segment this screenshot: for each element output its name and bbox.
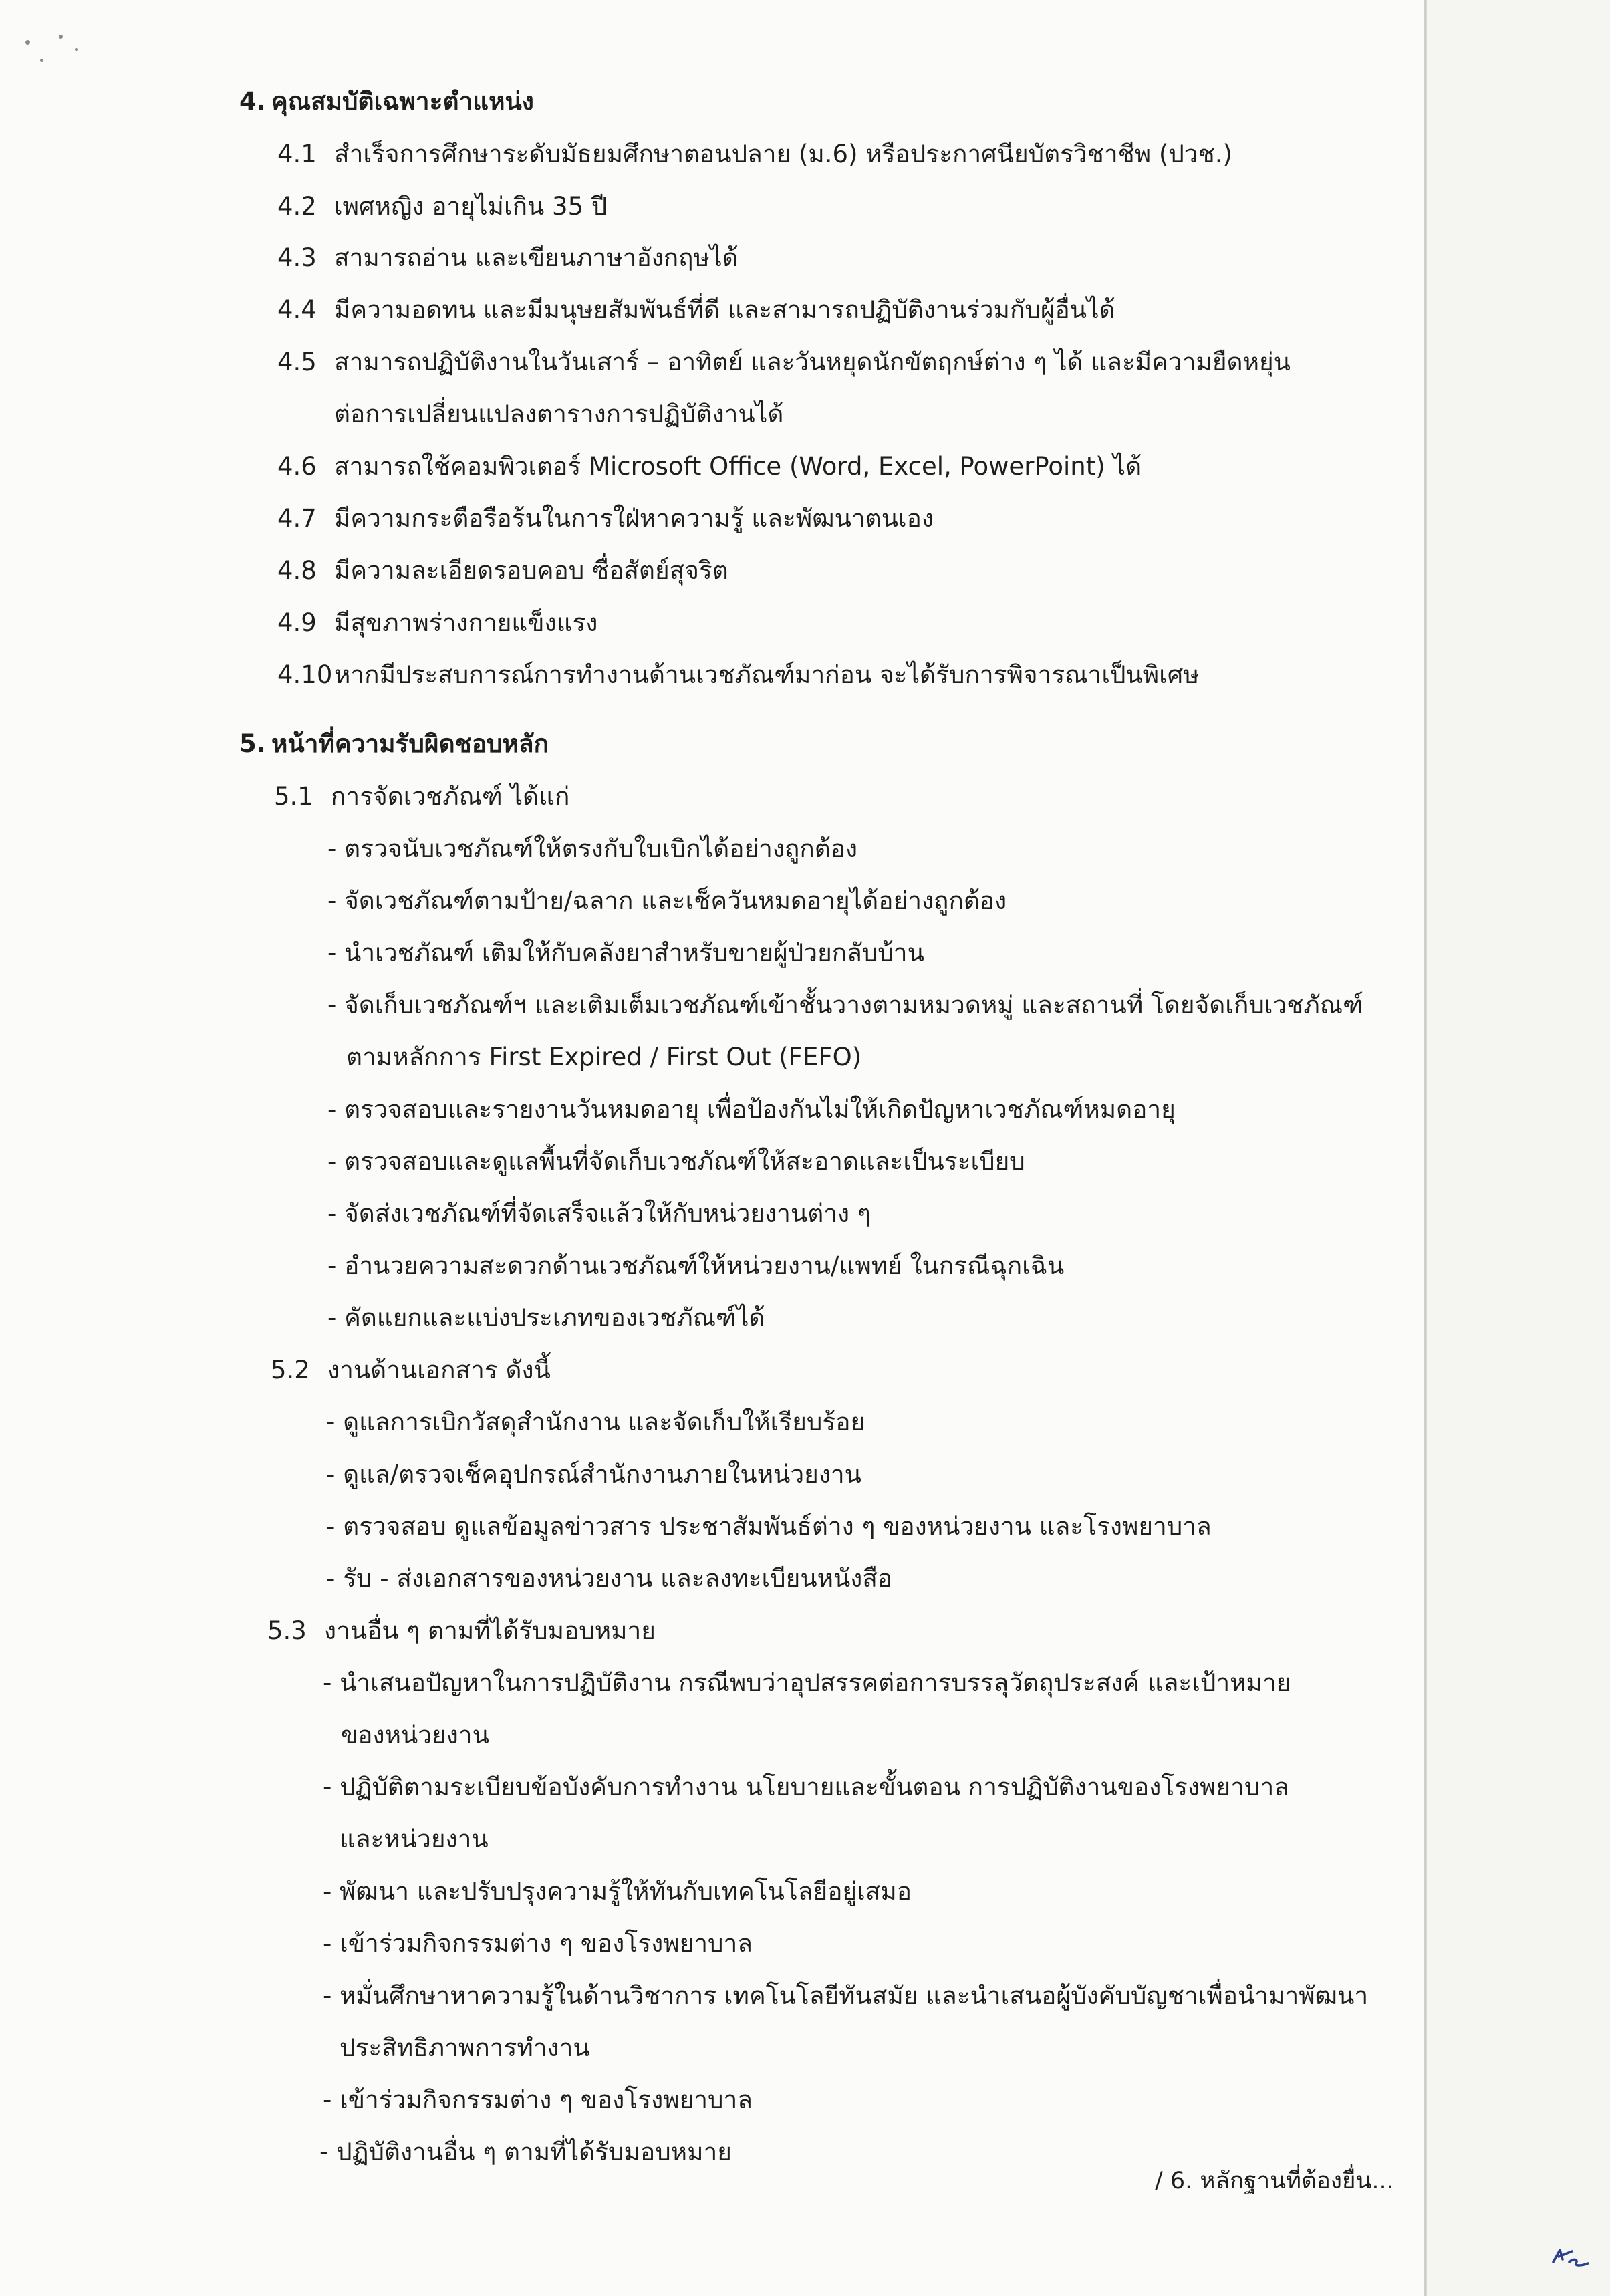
qualification-item-continuation: ต่อการเปลี่ยนแปลงตารางการปฏิบัติงานได้ xyxy=(334,400,784,428)
duty-item: - จัดเก็บเวชภัณฑ์ฯ และเติมเต็มเวชภัณฑ์เข้าชั้นวางตามหมวดหมู่ และสถานที่ โดยจัดเก็บเวชภัณฑ์ xyxy=(327,991,1363,1019)
qualification-item: 4.10หากมีประสบการณ์การทำงานด้านเวชภัณฑ์มาก่อน จะได้รับการพิจารณาเป็นพิเศษ xyxy=(277,660,1200,689)
duty-item: - ปฏิบัติตามระเบียบข้อบังคับการทำงาน นโยบายและขั้นตอน การปฏิบัติงานของโรงพยาบาล xyxy=(323,1773,1289,1801)
duty-item: - นำเวชภัณฑ์ เติมให้กับคลังยาสำหรับขายผู้ป่วยกลับบ้าน xyxy=(327,938,924,967)
duty-item-continuation: ประสิทธิภาพการทำงาน xyxy=(340,2033,590,2062)
handwritten-initials-icon xyxy=(1549,2242,1592,2271)
section-4-heading: 4. คุณสมบัติเฉพาะตำแหน่ง xyxy=(239,87,534,116)
section-5-heading: 5. หน้าที่ความรับผิดชอบหลัก xyxy=(239,729,549,758)
duty-item: - ตรวจสอบและรายงานวันหมดอายุ เพื่อป้องกันไม่ให้เกิดปัญหาเวชภัณฑ์หมดอายุ xyxy=(327,1095,1176,1124)
qualification-item: 4.5 สามารถปฏิบัติงานในวันเสาร์ – อาทิตย์ และวันหยุดนักขัตฤกษ์ต่าง ๆ ได้ และมีความยืดหยุ่น xyxy=(277,348,1291,376)
duty-item: - ดูแล/ตรวจเช็คอุปกรณ์สำนักงานภายในหน่วยงาน xyxy=(326,1460,861,1489)
subsection-5-1-heading: 5.1 การจัดเวชภัณฑ์ ได้แก่ xyxy=(274,782,570,811)
qualification-item: 4.9 มีสุขภาพร่างกายแข็งแรง xyxy=(277,608,598,637)
duty-item: - ปฏิบัติงานอื่น ๆ ตามที่ได้รับมอบหมาย xyxy=(319,2138,732,2166)
duty-item: - เข้าร่วมกิจกรรมต่าง ๆ ของโรงพยาบาล xyxy=(323,2085,753,2114)
qualification-item: 4.3 สามารถอ่าน และเขียนภาษาอังกฤษได้ xyxy=(277,243,739,272)
qualification-item: 4.2 เพศหญิง อายุไม่เกิน 35 ปี xyxy=(277,192,608,221)
qualification-item: 4.7 มีความกระตือรือร้นในการใฝ่หาความรู้ และพัฒนาตนเอง xyxy=(277,504,934,533)
qualification-item: 4.1 สำเร็จการศึกษาระดับมัธยมศึกษาตอนปลาย (ม.6) หรือประกาศนียบัตรวิชาชีพ (ปวช.) xyxy=(277,140,1232,168)
duty-item: - อำนวยความสะดวกด้านเวชภัณฑ์ให้หน่วยงาน/แพทย์ ในกรณีฉุกเฉิน xyxy=(327,1251,1065,1280)
continuation-note: / 6. หลักฐานที่ต้องยื่น... xyxy=(1155,2168,1394,2194)
duty-item: - หมั่นศึกษาหาความรู้ในด้านวิชาการ เทคโนโลยีทันสมัย และนำเสนอผู้บังคับบัญชาเพื่อนำมาพัฒนา xyxy=(323,1981,1369,2010)
duty-item-continuation: และหน่วยงาน xyxy=(340,1825,489,1854)
duty-item: - ตรวจสอบและดูแลพื้นที่จัดเก็บเวชภัณฑ์ให้สะอาดและเป็นระเบียบ xyxy=(327,1147,1025,1176)
duty-item-continuation: ตามหลักการ First Expired / First Out (FEFO) xyxy=(346,1043,862,1071)
qualification-item: 4.6 สามารถใช้คอมพิวเตอร์ Microsoft Office (Word, Excel, PowerPoint) ได้ xyxy=(277,452,1142,481)
qualification-item: 4.4 มีความอดทน และมีมนุษยสัมพันธ์ที่ดี และสามารถปฏิบัติงานร่วมกับผู้อื่นได้ xyxy=(277,295,1115,324)
duty-item: - นำเสนอปัญหาในการปฏิบัติงาน กรณีพบว่าอุปสรรคต่อการบรรลุวัตถุประสงค์ และเป้าหมาย xyxy=(323,1668,1291,1697)
subsection-5-3-heading: 5.3 งานอื่น ๆ ตามที่ได้รับมอบหมาย xyxy=(267,1616,656,1645)
duty-item: - รับ - ส่งเอกสารของหน่วยงาน และลงทะเบียนหนังสือ xyxy=(326,1564,893,1593)
duty-item-continuation: ของหน่วยงาน xyxy=(341,1720,489,1749)
duty-item: - เข้าร่วมกิจกรรมต่าง ๆ ของโรงพยาบาล xyxy=(323,1929,753,1958)
subsection-5-2-heading: 5.2 งานด้านเอกสาร ดังนี้ xyxy=(271,1356,551,1384)
duty-item: - จัดส่งเวชภัณฑ์ที่จัดเสร็จแล้วให้กับหน่วยงานต่าง ๆ xyxy=(327,1199,871,1228)
qualification-item: 4.8 มีความละเอียดรอบคอบ ซื่อสัตย์สุจริต xyxy=(277,556,728,585)
duty-item: - ดูแลการเบิกวัสดุสำนักงาน และจัดเก็บให้เรียบร้อย xyxy=(326,1408,865,1436)
duty-item: - พัฒนา และปรับปรุงความรู้ให้ทันกับเทคโนโลยีอยู่เสมอ xyxy=(323,1877,912,1906)
duty-item: - ตรวจนับเวชภัณฑ์ให้ตรงกับใบเบิกได้อย่างถูกต้อง xyxy=(327,834,858,863)
duty-item: - จัดเวชภัณฑ์ตามป้าย/ฉลาก และเช็ควันหมดอายุได้อย่างถูกต้อง xyxy=(327,886,1007,915)
duty-item: - ตรวจสอบ ดูแลข้อมูลข่าวสาร ประชาสัมพันธ์ต่าง ๆ ของหน่วยงาน และโรงพยาบาล xyxy=(326,1512,1212,1541)
duty-item: - คัดแยกและแบ่งประเภทของเวชภัณฑ์ได้ xyxy=(327,1303,765,1332)
